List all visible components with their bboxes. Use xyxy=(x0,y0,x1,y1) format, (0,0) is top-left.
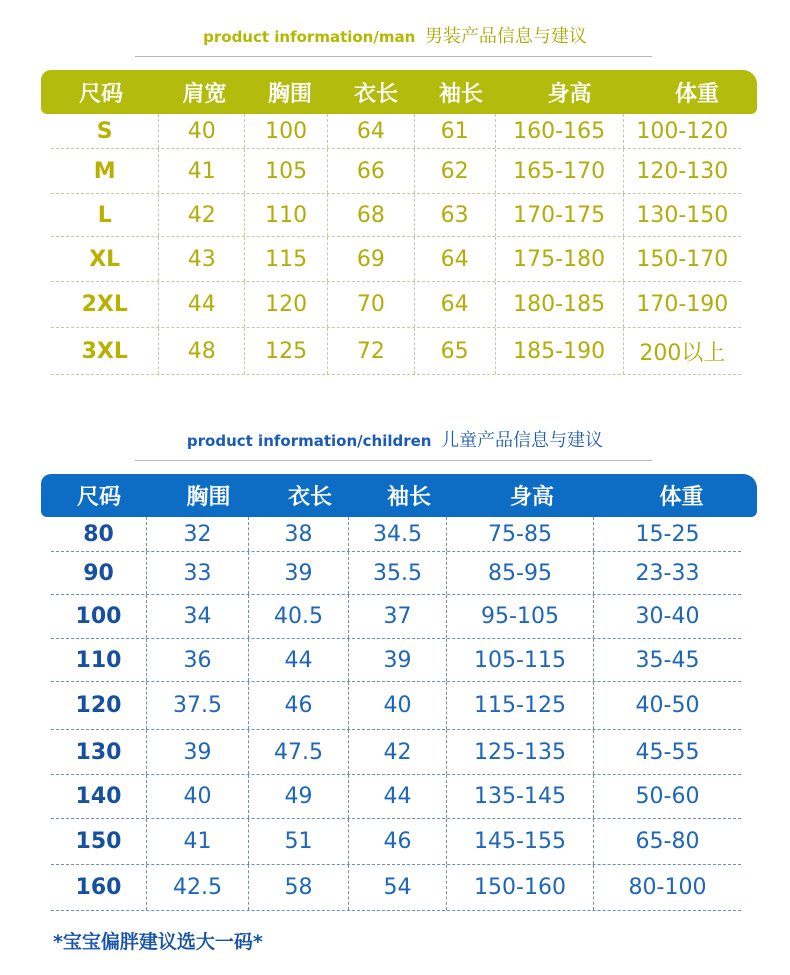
children-table-row xyxy=(51,517,741,552)
children-table-row xyxy=(51,639,741,682)
children-value-cell: 47.5 xyxy=(249,730,349,774)
man-table-row xyxy=(51,328,741,375)
man-table-row xyxy=(51,114,741,149)
children-header-cell: 袖长 xyxy=(386,485,431,510)
children-table-row xyxy=(51,682,741,730)
man-value-cell: 150-170 xyxy=(636,246,729,272)
man-value-cell: 70 xyxy=(328,282,415,327)
children-value-cell: 30-40 xyxy=(635,604,700,629)
man-value-cell: 63 xyxy=(415,194,496,236)
man-title-en: product information/man xyxy=(203,28,416,46)
children-value-cell: 44 xyxy=(249,639,349,681)
children-table-row xyxy=(51,595,741,639)
man-header-cell: 衣长 xyxy=(353,81,398,107)
children-value-cell: 50-60 xyxy=(635,784,700,809)
children-value-cell: 85-95 xyxy=(447,552,594,594)
man-title-zh: 男装产品信息与建议 xyxy=(424,26,587,47)
children-value-cell: 125-135 xyxy=(447,730,594,774)
children-value-cell: 75-85 xyxy=(447,517,594,551)
children-value-cell: 35-45 xyxy=(635,647,700,673)
children-title-en: product information/children xyxy=(186,432,432,450)
man-size-cell: M xyxy=(51,149,159,193)
children-value-cell: 38 xyxy=(249,517,349,551)
children-value-cell: 150-160 xyxy=(447,865,594,910)
children-value-cell: 37.5 xyxy=(147,682,249,729)
man-size-cell: L xyxy=(51,194,159,236)
children-size-cell: 100 xyxy=(51,595,147,638)
man-table-body xyxy=(51,114,741,375)
man-size-table xyxy=(41,70,757,378)
children-value-cell: 80-100 xyxy=(628,875,707,900)
children-size-cell: 130 xyxy=(51,730,147,774)
man-table-row xyxy=(51,194,741,237)
man-value-cell: 200以上 xyxy=(639,340,726,366)
man-value-cell: 68 xyxy=(328,194,415,236)
children-value-cell: 40.5 xyxy=(249,595,349,638)
man-value-cell: 66 xyxy=(328,149,415,193)
man-header-cell: 体重 xyxy=(674,81,719,107)
man-value-cell: 170-175 xyxy=(496,194,624,236)
man-value-cell: 125 xyxy=(245,328,328,374)
man-header-cell: 尺码 xyxy=(78,81,123,107)
children-title-zh: 儿童产品信息与建议 xyxy=(441,430,604,451)
man-size-cell: XL xyxy=(51,237,159,281)
man-value-cell: 41 xyxy=(159,149,245,193)
man-value-cell: 100-120 xyxy=(636,118,729,144)
children-size-cell: 90 xyxy=(51,552,147,594)
man-value-cell: 110 xyxy=(245,194,328,236)
children-header-cell: 尺码 xyxy=(76,485,121,510)
children-value-cell: 58 xyxy=(249,865,349,910)
man-value-cell: 40 xyxy=(159,114,245,148)
children-value-cell: 15-25 xyxy=(635,521,700,547)
man-value-cell: 64 xyxy=(328,114,415,148)
children-value-cell: 39 xyxy=(349,639,447,681)
children-value-cell: 39 xyxy=(147,730,249,774)
man-title-divider xyxy=(135,56,652,57)
children-value-cell: 54 xyxy=(349,865,447,910)
children-value-cell: 115-125 xyxy=(447,682,594,729)
man-table-row xyxy=(51,282,741,328)
man-value-cell: 115 xyxy=(245,237,328,281)
man-value-cell: 175-180 xyxy=(496,237,624,281)
children-value-cell: 65-80 xyxy=(635,829,700,854)
children-title-divider xyxy=(135,460,652,461)
children-size-table xyxy=(41,474,757,920)
man-value-cell: 170-190 xyxy=(636,292,729,317)
children-value-cell: 95-105 xyxy=(447,595,594,638)
man-header-cell: 袖长 xyxy=(438,81,483,107)
man-value-cell: 69 xyxy=(328,237,415,281)
man-value-cell: 61 xyxy=(415,114,496,148)
man-header-cell: 胸围 xyxy=(267,81,312,107)
children-value-cell: 135-145 xyxy=(447,775,594,818)
children-value-cell: 36 xyxy=(147,639,249,681)
man-value-cell: 42 xyxy=(159,194,245,236)
man-value-cell: 62 xyxy=(415,149,496,193)
children-value-cell: 46 xyxy=(249,682,349,729)
man-value-cell: 165-170 xyxy=(496,149,624,193)
children-value-cell: 34 xyxy=(147,595,249,638)
man-value-cell: 72 xyxy=(328,328,415,374)
children-size-cell: 140 xyxy=(51,775,147,818)
children-header-cell: 身高 xyxy=(509,485,554,510)
man-table-row xyxy=(51,149,741,194)
man-value-cell: 120-130 xyxy=(636,158,729,184)
children-size-cell: 80 xyxy=(51,517,147,551)
man-table-header xyxy=(41,70,757,114)
children-section-title xyxy=(0,426,790,452)
man-value-cell: 130-150 xyxy=(636,202,729,228)
man-header-cell: 身高 xyxy=(547,81,592,107)
man-value-cell: 185-190 xyxy=(496,328,624,374)
man-value-cell: 120 xyxy=(245,282,328,327)
children-value-cell: 49 xyxy=(249,775,349,818)
children-value-cell: 51 xyxy=(249,819,349,864)
children-size-cell: 150 xyxy=(51,819,147,864)
man-value-cell: 48 xyxy=(159,328,245,374)
children-value-cell: 42 xyxy=(349,730,447,774)
children-value-cell: 34.5 xyxy=(349,517,447,551)
man-value-cell: 44 xyxy=(159,282,245,327)
children-header-cell: 衣长 xyxy=(287,485,332,510)
children-table-row xyxy=(51,775,741,819)
children-size-cell: 110 xyxy=(51,639,147,681)
children-value-cell: 33 xyxy=(147,552,249,594)
children-value-cell: 40 xyxy=(147,775,249,818)
man-value-cell: 64 xyxy=(415,237,496,281)
children-value-cell: 42.5 xyxy=(147,865,249,910)
man-table-row xyxy=(51,237,741,282)
children-value-cell: 41 xyxy=(147,819,249,864)
children-size-cell: 160 xyxy=(51,865,147,910)
children-footnote: *宝宝偏胖建议选大一码* xyxy=(53,931,263,953)
man-size-cell: 3XL xyxy=(51,328,159,374)
man-value-cell: 160-165 xyxy=(496,114,624,148)
man-value-cell: 64 xyxy=(415,282,496,327)
children-value-cell: 44 xyxy=(349,775,447,818)
children-table-row xyxy=(51,865,741,911)
man-value-cell: 180-185 xyxy=(496,282,624,327)
children-value-cell: 39 xyxy=(249,552,349,594)
man-value-cell: 105 xyxy=(245,149,328,193)
children-value-cell: 40 xyxy=(349,682,447,729)
children-value-cell: 45-55 xyxy=(635,739,700,765)
children-value-cell: 46 xyxy=(349,819,447,864)
man-size-cell: 2XL xyxy=(51,282,159,327)
children-header-cell: 胸围 xyxy=(186,485,231,510)
children-value-cell: 35.5 xyxy=(349,552,447,594)
children-table-body xyxy=(51,517,741,911)
children-table-header xyxy=(41,474,757,517)
children-size-cell: 120 xyxy=(51,682,147,729)
man-value-cell: 100 xyxy=(245,114,328,148)
man-value-cell: 65 xyxy=(415,328,496,374)
children-value-cell: 105-115 xyxy=(447,639,594,681)
children-table-row xyxy=(51,819,741,865)
man-value-cell: 43 xyxy=(159,237,245,281)
children-header-cell: 体重 xyxy=(659,485,704,510)
man-header-cell: 肩宽 xyxy=(182,81,227,107)
children-value-cell: 32 xyxy=(147,517,249,551)
children-value-cell: 145-155 xyxy=(447,819,594,864)
man-section-title xyxy=(0,22,790,48)
children-value-cell: 40-50 xyxy=(635,693,700,718)
children-value-cell: 37 xyxy=(349,595,447,638)
children-value-cell: 23-33 xyxy=(635,560,700,586)
man-size-cell: S xyxy=(51,114,159,148)
children-table-row xyxy=(51,730,741,775)
children-table-row xyxy=(51,552,741,595)
